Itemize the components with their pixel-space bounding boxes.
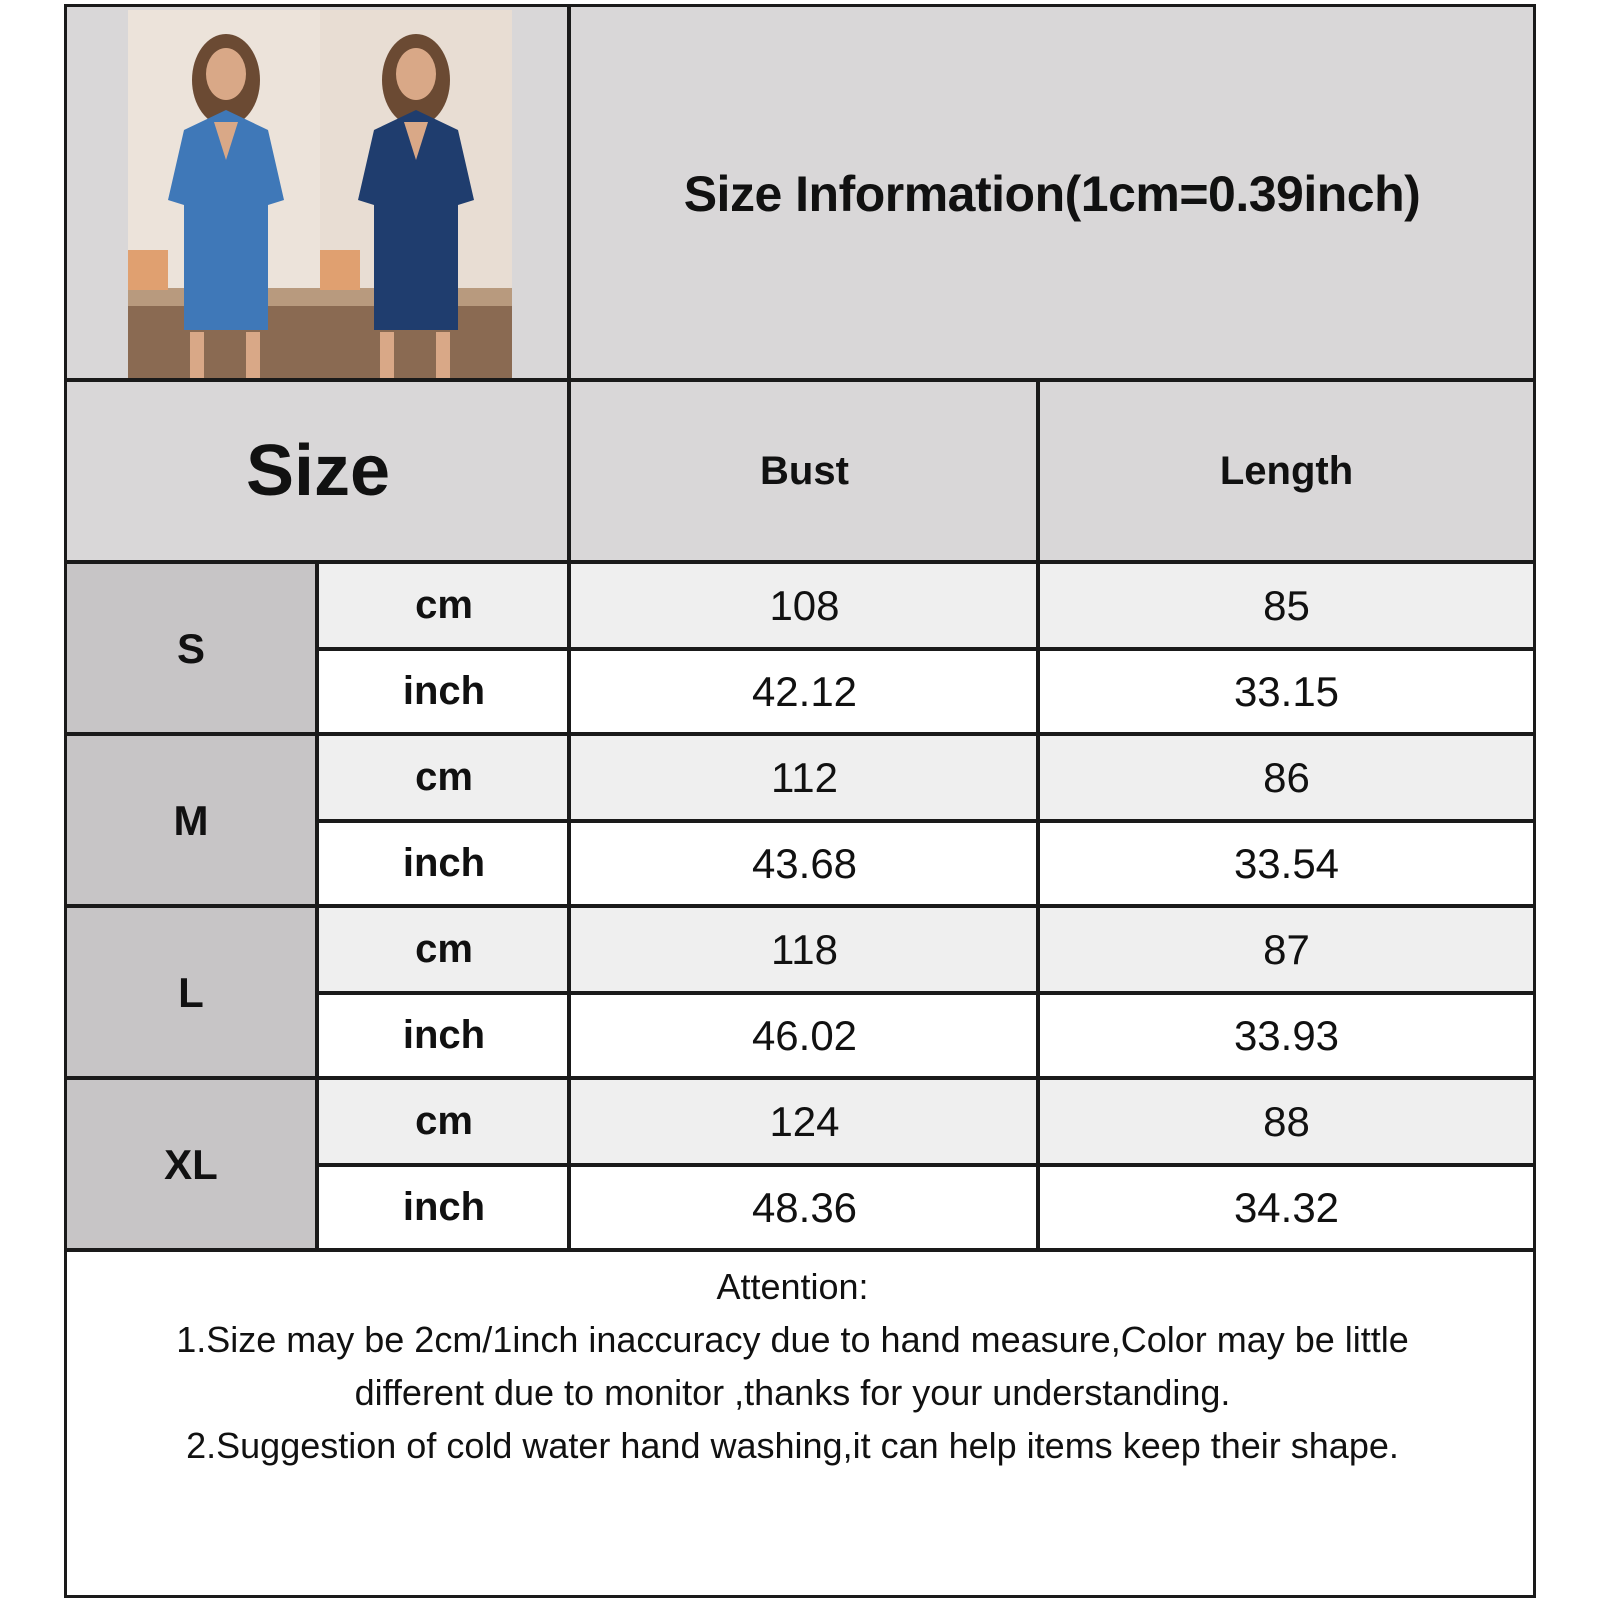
divider [67, 732, 1533, 736]
attention-notes [67, 1252, 1533, 1595]
attention-line-3: 2.Suggestion of cold water hand washing,it can help items keep their shape. [186, 1425, 1399, 1466]
bust-cm-m: 112 [571, 736, 1038, 819]
bust-cm-l: 118 [571, 908, 1038, 991]
unit-inch: inch [319, 650, 569, 733]
size-information-title: Size Information(1cm=0.39inch) [571, 7, 1533, 380]
length-cm-l: 87 [1040, 908, 1533, 991]
bust-inch-xl: 48.36 [571, 1166, 1038, 1249]
size-label-xl: XL [67, 1080, 315, 1249]
length-inch-xl: 34.32 [1040, 1166, 1533, 1249]
attention-line-2: different due to monitor ,thanks for your understanding. [354, 1372, 1231, 1413]
length-inch-s: 33.15 [1040, 650, 1533, 733]
unit-inch: inch [319, 822, 569, 905]
divider [315, 819, 1533, 823]
attention-heading: Attention: [716, 1266, 869, 1307]
length-inch-l: 33.93 [1040, 994, 1533, 1077]
divider [67, 904, 1533, 908]
bust-inch-m: 43.68 [571, 822, 1038, 905]
divider [1036, 380, 1040, 1250]
product-photo [128, 10, 512, 380]
divider [315, 647, 1533, 651]
unit-cm: cm [319, 1080, 569, 1163]
attention-line-1: 1.Size may be 2cm/1inch inaccuracy due to hand measure,Color may be little [176, 1319, 1409, 1360]
unit-cm: cm [319, 564, 569, 647]
length-cm-s: 85 [1040, 564, 1533, 647]
divider [567, 7, 571, 1250]
unit-inch: inch [319, 1166, 569, 1249]
size-label-s: S [67, 564, 315, 733]
bust-column-header: Bust [571, 382, 1038, 560]
bust-inch-s: 42.12 [571, 650, 1038, 733]
length-cm-xl: 88 [1040, 1080, 1533, 1163]
divider [67, 1076, 1533, 1080]
models-denim-dress-image [128, 10, 512, 380]
size-label-m: M [67, 736, 315, 905]
unit-cm: cm [319, 908, 569, 991]
size-label-l: L [67, 908, 315, 1077]
product-photo-cell [67, 7, 569, 380]
unit-inch: inch [319, 994, 569, 1077]
size-chart [64, 4, 1536, 1598]
length-column-header: Length [1040, 382, 1533, 560]
divider [315, 991, 1533, 995]
bust-cm-s: 108 [571, 564, 1038, 647]
bust-inch-l: 46.02 [571, 994, 1038, 1077]
size-column-header: Size [67, 382, 569, 560]
length-inch-m: 33.54 [1040, 822, 1533, 905]
divider [67, 560, 1533, 564]
unit-cm: cm [319, 736, 569, 819]
bust-cm-xl: 124 [571, 1080, 1038, 1163]
divider [315, 560, 319, 1250]
divider [67, 378, 1533, 382]
divider [315, 1163, 1533, 1167]
length-cm-m: 86 [1040, 736, 1533, 819]
